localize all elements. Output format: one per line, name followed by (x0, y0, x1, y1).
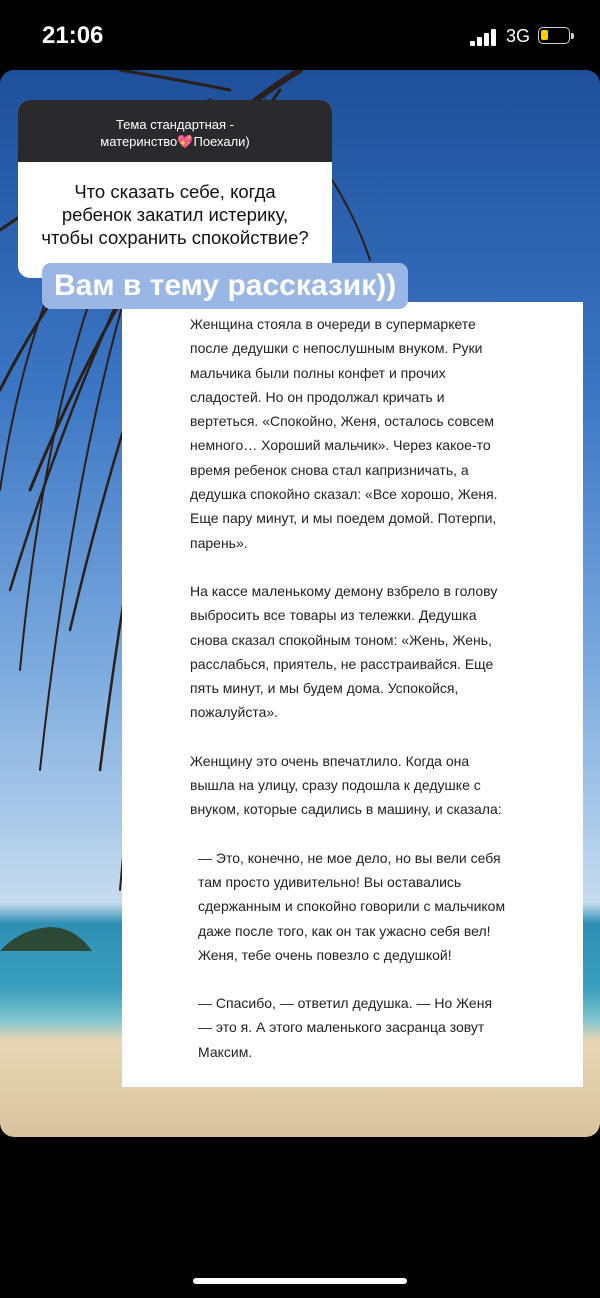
question-sticker-header (18, 100, 332, 162)
story-paragraph-5: — Спасибо, — ответил дедушка. — Но Женя — это я. А этого маленького засранца зовут Максим. (198, 995, 493, 1060)
question-header-line1: Тема стандартная - (115, 117, 235, 132)
question-line3: чтобы сохранить спокойствие? (41, 227, 309, 248)
story-view[interactable] (0, 70, 600, 1137)
status-time: 21:06 (42, 22, 104, 49)
story-text-card (122, 302, 583, 1087)
question-line2: ребенок закатил истерику, (61, 204, 289, 225)
cellular-signal-icon (470, 29, 498, 46)
home-indicator[interactable] (193, 1278, 407, 1284)
tagline-text: Вам в тему рассказик)) (42, 263, 408, 309)
question-text (18, 162, 332, 249)
question-line1: Что сказать себе, когда (74, 181, 276, 202)
battery-icon (538, 27, 570, 44)
island-image (0, 925, 100, 951)
question-header-line2: материнство💖Поехали) (100, 134, 250, 149)
story-paragraph-1: Женщина стояла в очереди в супермаркете после дедушки с непослушным внуком. Руки мальчика были полны конфет и прочих сладостей. Но он продолжал кричать и вертеться. «Спокойно, Женя, осталось совсем немного… Хороший мальчик». Через какое-то время ребенок снова стал капризничать, а дедушка спокойно сказал: «Все хорошо, Женя. Еще пару минут, и мы поедем домой. Потерпи, парень». (190, 316, 498, 551)
story-paragraph-4: — Это, конечно, не мое дело, но вы вели себя там просто удивительно! Вы оставались сдержанным и спокойно говорили с мальчиком даже после того, как он так ужасно себя вел! Женя, тебе очень повезло с дедушкой! (198, 849, 506, 963)
network-type: 3G (506, 26, 531, 46)
question-sticker[interactable] (18, 100, 332, 278)
story-paragraph-2: На кассе маленькому демону взбрело в голову выбросить все товары из тележки. Дедушка снова сказал спокойным тоном: «Жень, Жень, расслабься, приятель, не расстраивайся. Еще пять минут, и мы будем дома. Успокойся, пожалуйста». (190, 582, 498, 721)
story-paragraph-3: Женщину это очень впечатлило. Когда она вышла на улицу, сразу подошла к дедушке с внуком, которые садились в машину, и сказала: (190, 752, 502, 818)
status-bar (0, 0, 600, 70)
